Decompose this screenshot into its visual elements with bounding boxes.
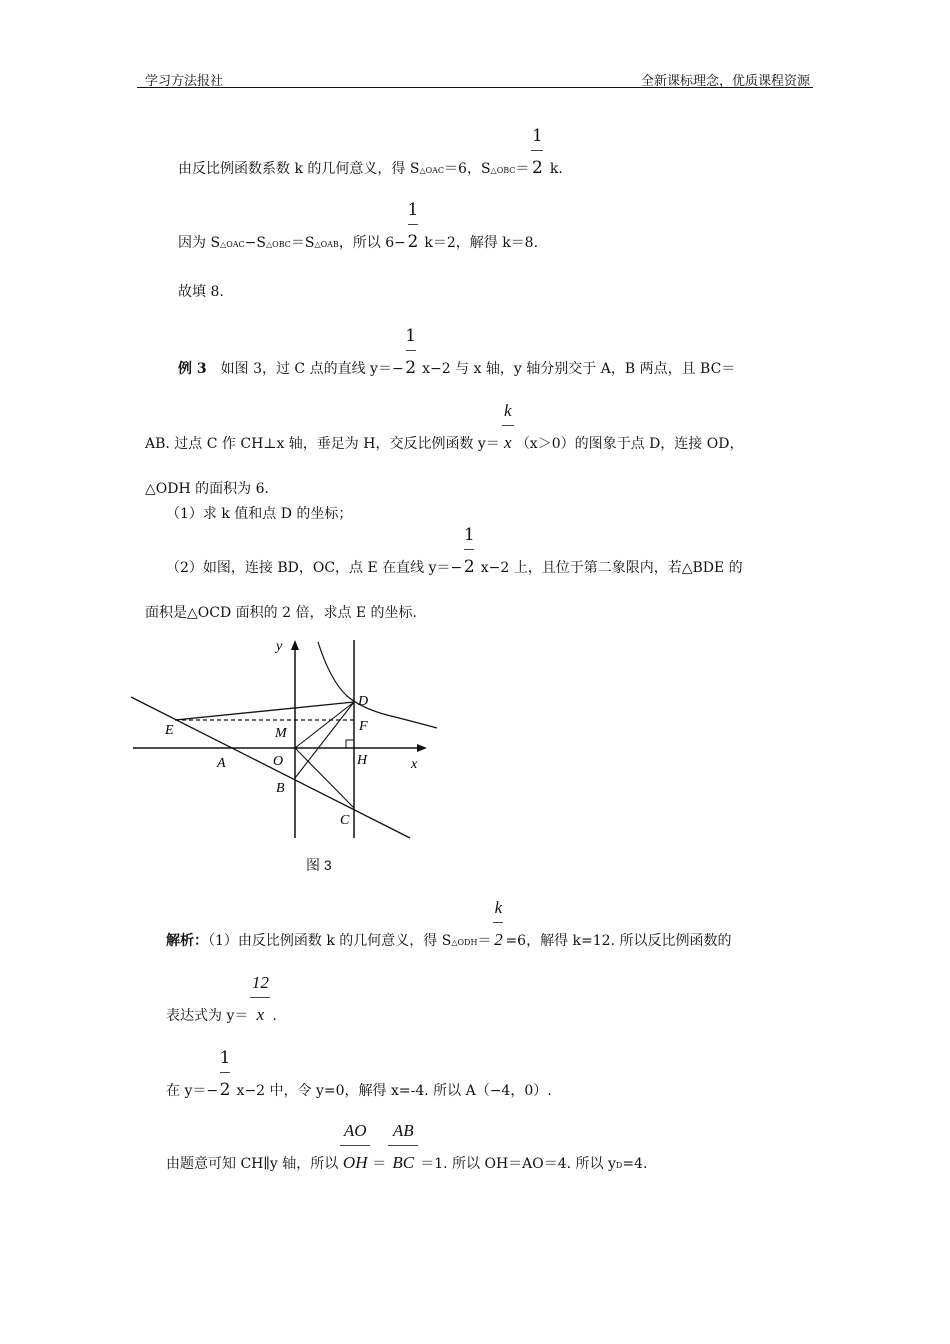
denominator: x — [256, 1005, 265, 1024]
example-3-line-2 — [145, 401, 744, 453]
subscript: △OBC — [265, 240, 291, 249]
segment-bd — [295, 702, 354, 778]
solution-line-4 — [166, 1121, 648, 1173]
segment-ed — [175, 702, 354, 720]
denominator: 2 — [494, 930, 503, 949]
numerator: 1 — [407, 200, 419, 220]
text: AB. 过点 C 作 CH⊥x 轴，垂足为 H，交反比例函数 y＝ — [145, 436, 500, 452]
fraction-bar — [250, 997, 270, 998]
denominator: 2 — [407, 232, 419, 252]
label-a: A — [217, 756, 226, 771]
subscript: △OAC — [419, 166, 445, 175]
fraction-bar — [531, 150, 543, 151]
numerator: AO — [343, 1121, 367, 1140]
text: 因为 S — [178, 235, 221, 251]
fraction-bar — [408, 224, 418, 225]
text: （1）由反比例函数 k 的几何意义，得 S — [208, 933, 452, 949]
example-3-line-1 — [178, 326, 736, 378]
line-y-eq-neg-half-x-minus-2 — [131, 697, 410, 838]
text-line-2 — [178, 200, 539, 252]
fraction-bar — [464, 549, 474, 550]
y-axis-arrow — [291, 640, 299, 650]
text: （x＞0）的图象于点 D，连接 OD， — [515, 436, 744, 452]
text: x−2 与 x 轴，y 轴分别交于 A，B 两点，且 BC＝ — [417, 361, 736, 377]
numerator: 1 — [531, 126, 543, 146]
label-e: E — [165, 723, 174, 738]
numerator: 12 — [251, 973, 269, 992]
label-o: O — [273, 754, 284, 769]
segment-od — [295, 702, 354, 748]
label-x: x — [411, 757, 418, 772]
text: x−2 上，且位于第二象限内，若△BDE 的 — [476, 560, 743, 576]
text: ＝1. 所以 OH＝AO＝4. 所以 y — [420, 1156, 616, 1172]
text: ＝6，S — [444, 161, 491, 177]
numerator: 1 — [463, 525, 475, 545]
fraction-ao-over-oh — [338, 1121, 372, 1173]
text: 在 y＝− — [166, 1083, 219, 1099]
text: 由反比例函数系数 k 的几何意义，得 S — [178, 161, 420, 177]
text: 表达式为 y＝ — [166, 1008, 249, 1024]
text: ＝ — [477, 933, 492, 949]
fraction-12-over-x — [248, 973, 272, 1025]
text: 由题意可知 CH∥y 轴，所以 — [166, 1156, 339, 1172]
subscript: △OBC — [490, 166, 516, 175]
segment-oc — [295, 748, 354, 808]
header-rule — [137, 87, 813, 88]
text: −S — [244, 235, 266, 251]
label-c: C — [340, 813, 350, 828]
label-f: F — [359, 719, 368, 734]
fraction-half — [462, 525, 476, 577]
text: ＝ — [372, 1156, 387, 1172]
example-title: 例 3 — [178, 361, 207, 377]
numerator: k — [494, 898, 503, 917]
fraction-half — [404, 326, 418, 378]
header-right-text: 全新课标理念，优质课程资源 — [640, 74, 810, 89]
fraction-half — [218, 1048, 232, 1100]
text: =4. — [622, 1156, 648, 1172]
denominator: BC — [392, 1153, 415, 1172]
question-2-line-2: 面积是△OCD 面积的 2 倍，求点 E 的坐标. — [145, 605, 418, 621]
figure-caption: 图 3 — [306, 857, 332, 873]
subscript: △OAB — [314, 240, 339, 249]
numerator: 1 — [219, 1048, 231, 1068]
fraction-k-over-x — [500, 401, 516, 453]
numerator: 1 — [405, 326, 417, 346]
question-2-line-1 — [166, 525, 743, 577]
text: k＝2，解得 k＝8. — [419, 235, 539, 251]
hyperbola-curve — [318, 642, 437, 728]
x-axis-arrow — [417, 744, 427, 752]
fraction-bar — [502, 425, 514, 426]
header-left-text: 学习方法报社 — [145, 74, 224, 89]
fraction-bar — [220, 1072, 230, 1073]
label-m: M — [275, 726, 287, 741]
fraction-bar — [388, 1145, 418, 1146]
subscript: D — [615, 1161, 623, 1170]
fraction-ab-over-bc — [386, 1121, 420, 1173]
label-b: B — [276, 781, 285, 796]
denominator: 2 — [219, 1080, 231, 1100]
text: ，所以 6− — [338, 235, 406, 251]
fraction-bar — [406, 350, 416, 351]
numerator: AB — [392, 1121, 414, 1140]
denominator: 2 — [405, 358, 417, 378]
text-line-3: 故填 8. — [178, 284, 224, 300]
subscript: △OAC — [220, 240, 245, 249]
text: （2）如图，连接 BD，OC，点 E 在直线 y＝− — [166, 560, 463, 576]
text: ＝ — [515, 161, 530, 177]
denominator: 2 — [463, 557, 475, 577]
text: =6，解得 k=12. 所以反比例函数的 — [505, 933, 732, 949]
solution-line-1 — [166, 898, 732, 950]
fraction-bar — [340, 1145, 370, 1146]
numerator: k — [504, 401, 512, 420]
fraction-half — [406, 200, 420, 252]
text: x−2 中，令 y=0，解得 x=-4. 所以 A（−4，0）. — [232, 1083, 552, 1099]
denominator: OH — [342, 1153, 368, 1172]
subscript: △ODH — [451, 938, 478, 947]
text: 如图 3，过 C 点的直线 y＝− — [206, 361, 404, 377]
fraction-half — [529, 126, 545, 178]
question-1: （1）求 k 值和点 D 的坐标； — [166, 506, 353, 522]
denominator: x — [504, 433, 512, 452]
figure-3 — [125, 630, 445, 845]
label-y: y — [276, 639, 283, 654]
text: k. — [545, 161, 563, 177]
text: . — [272, 1008, 277, 1024]
solution-title: 解析： — [166, 933, 208, 949]
denominator: 2 — [531, 158, 543, 178]
fraction-k-over-2 — [491, 898, 505, 950]
text: ＝S — [290, 235, 315, 251]
label-h: H — [357, 753, 368, 768]
label-d: D — [358, 694, 369, 709]
right-angle-mark — [346, 740, 354, 748]
solution-line-2 — [166, 973, 277, 1025]
solution-line-3 — [166, 1048, 552, 1100]
text-line-1 — [178, 126, 563, 178]
example-3-line-3: △ODH 的面积为 6. — [145, 481, 269, 497]
fraction-bar — [493, 922, 503, 923]
